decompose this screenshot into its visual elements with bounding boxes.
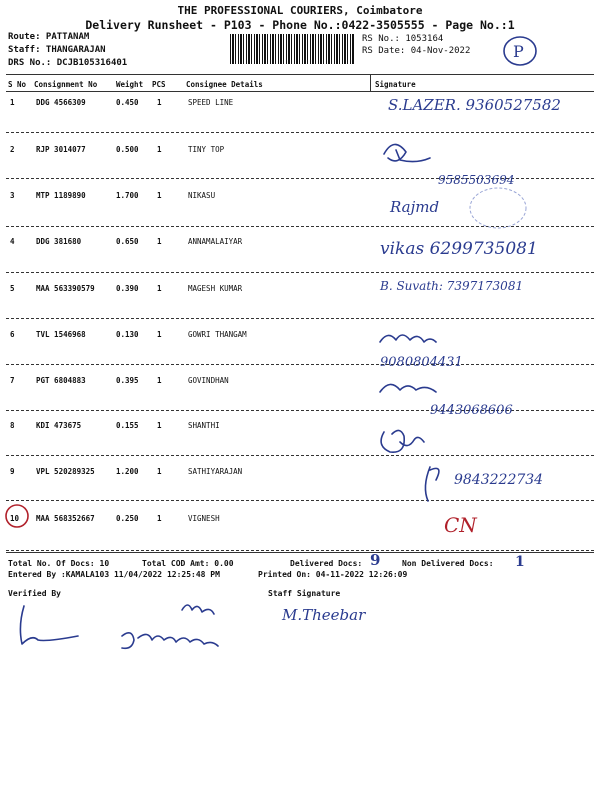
svg-text:CN: CN xyxy=(444,513,477,537)
row-weight: 0.450 xyxy=(116,98,139,107)
col-weight: Weight xyxy=(116,80,144,89)
svg-text:9585503694: 9585503694 xyxy=(438,173,515,187)
row-consignee: SHANTHI xyxy=(188,421,220,430)
row-consignee: SATHIYARAJAN xyxy=(188,467,243,476)
row-pcs: 1 xyxy=(157,421,162,430)
row-sno: 8 xyxy=(10,421,15,430)
staff-signature-ink xyxy=(280,598,400,632)
svg-text:vikas 6299735081: vikas 6299735081 xyxy=(380,239,538,259)
svg-text:M.Theebar: M.Theebar xyxy=(282,606,366,624)
row-consignee: TINY TOP xyxy=(188,145,225,154)
drs-number: DRS No.: DCJB105316401 xyxy=(8,58,128,68)
row-consignment: KDI 473675 xyxy=(36,421,82,430)
non-delivered-docs-label: Non Delivered Docs: xyxy=(402,559,494,568)
table-top-rule xyxy=(6,74,594,75)
col-consignment: Consignment No xyxy=(34,80,98,89)
rs-number: RS No.: 1053164 xyxy=(362,34,444,44)
row-consignment: VPL 520289325 xyxy=(36,467,95,476)
row-pcs: 1 xyxy=(157,376,162,385)
faint-stamp-icon xyxy=(470,188,526,228)
rs-date: RS Date: 04-Nov-2022 xyxy=(362,46,471,56)
col-pcs: PCS xyxy=(152,80,166,89)
p-stamp-icon xyxy=(500,34,540,68)
row-consignee: ANNAMALAIYAR xyxy=(188,237,243,246)
svg-text:P: P xyxy=(513,42,524,61)
delivered-docs-value: 9 xyxy=(370,551,381,569)
row-pcs: 1 xyxy=(157,284,162,293)
row-consignee: MAGESH KUMAR xyxy=(188,284,243,293)
verified-by-label: Verified By xyxy=(8,589,61,598)
col-consignee: Consignee Details xyxy=(186,80,263,89)
row-consignment: TVL 1546968 xyxy=(36,330,86,339)
svg-text:9843222734: 9843222734 xyxy=(454,472,544,488)
footer-rule xyxy=(6,552,594,553)
row-weight: 0.390 xyxy=(116,284,139,293)
signature-column-ink xyxy=(378,92,593,552)
row-sno: 7 xyxy=(10,376,15,385)
col-signature: Signature xyxy=(375,80,416,89)
document-title: THE PROFESSIONAL COURIERS, Coimbatore xyxy=(177,4,423,17)
red-circle-mark-icon xyxy=(3,502,33,530)
signature-column-divider xyxy=(370,74,371,91)
row-pcs: 1 xyxy=(157,145,162,154)
svg-text:Rajmd: Rajmd xyxy=(390,198,440,216)
signature-7-scribble xyxy=(380,384,436,392)
row-weight: 0.130 xyxy=(116,330,139,339)
row-consignment: MAA 568352667 xyxy=(36,514,95,523)
row-weight: 1.700 xyxy=(116,191,139,200)
barcode xyxy=(230,34,354,64)
row-sno: 5 xyxy=(10,284,15,293)
row-sno: 4 xyxy=(10,237,15,246)
row-pcs: 1 xyxy=(157,237,162,246)
route-label: Route: PATTANAM xyxy=(8,32,90,42)
row-sno: 3 xyxy=(10,191,15,200)
row-consignment: MTP 1189890 xyxy=(36,191,86,200)
non-delivered-docs-value: 1 xyxy=(515,554,525,570)
row-weight: 1.200 xyxy=(116,467,139,476)
total-cod: Total COD Amt: 0.00 xyxy=(142,559,234,568)
row-sno: 2 xyxy=(10,145,15,154)
row-weight: 0.250 xyxy=(116,514,139,523)
row-pcs: 1 xyxy=(157,191,162,200)
signature-9-scribble xyxy=(425,467,438,501)
row-consignee: GOWRI THANGAM xyxy=(188,330,247,339)
row-consignment: PGT 6804883 xyxy=(36,376,86,385)
row-consignee: NIKASU xyxy=(188,191,216,200)
row-sno: 9 xyxy=(10,467,15,476)
row-pcs: 1 xyxy=(157,467,162,476)
row-sno: 6 xyxy=(10,330,15,339)
row-pcs: 1 xyxy=(157,514,162,523)
row-weight: 0.395 xyxy=(116,376,139,385)
row-consignee: VIGNESH xyxy=(188,514,220,523)
row-sno: 1 xyxy=(10,98,15,107)
row-consignment: DDG 381680 xyxy=(36,237,82,246)
signature-6-scribble xyxy=(380,335,436,342)
col-sno: S No xyxy=(8,80,27,89)
row-consignee: SPEED LINE xyxy=(188,98,234,107)
signature-8-scribble xyxy=(381,430,424,452)
row-pcs: 1 xyxy=(157,330,162,339)
row-pcs: 1 xyxy=(157,98,162,107)
row-weight: 0.650 xyxy=(116,237,139,246)
total-docs: Total No. Of Docs: 10 xyxy=(8,559,110,568)
signature-2-scribble xyxy=(384,144,430,161)
svg-text:9080804431: 9080804431 xyxy=(380,355,463,370)
document-subtitle: Delivery Runsheet - P103 - Phone No.:0422-3505555 - Page No.:1 xyxy=(85,18,515,32)
signature-1: S.LAZER. 9360527582 xyxy=(388,96,561,114)
row-consignee: GOVINDHAN xyxy=(188,376,229,385)
row-sno: 10 xyxy=(10,514,20,523)
row-consignment: MAA 563390579 xyxy=(36,284,95,293)
staff-label: Staff: THANGARAJAN xyxy=(8,45,106,55)
row-consignment: DDG 4566309 xyxy=(36,98,86,107)
entered-by: Entered By :KAMALA103 11/04/2022 12:25:48 PM xyxy=(8,570,220,579)
staff-signature-label: Staff Signature xyxy=(268,589,341,598)
printed-on: Printed On: 04-11-2022 12:26:09 xyxy=(258,570,408,579)
row-weight: 0.500 xyxy=(116,145,139,154)
row-consignment: RJP 3014077 xyxy=(36,145,86,154)
svg-text:9443068606: 9443068606 xyxy=(430,403,513,418)
row-weight: 0.155 xyxy=(116,421,139,430)
delivered-docs-label: Delivered Docs: xyxy=(290,559,363,568)
verification-signature-icon xyxy=(10,596,270,666)
svg-text:B. Suvath: 7397173081: B. Suvath: 7397173081 xyxy=(380,279,524,293)
